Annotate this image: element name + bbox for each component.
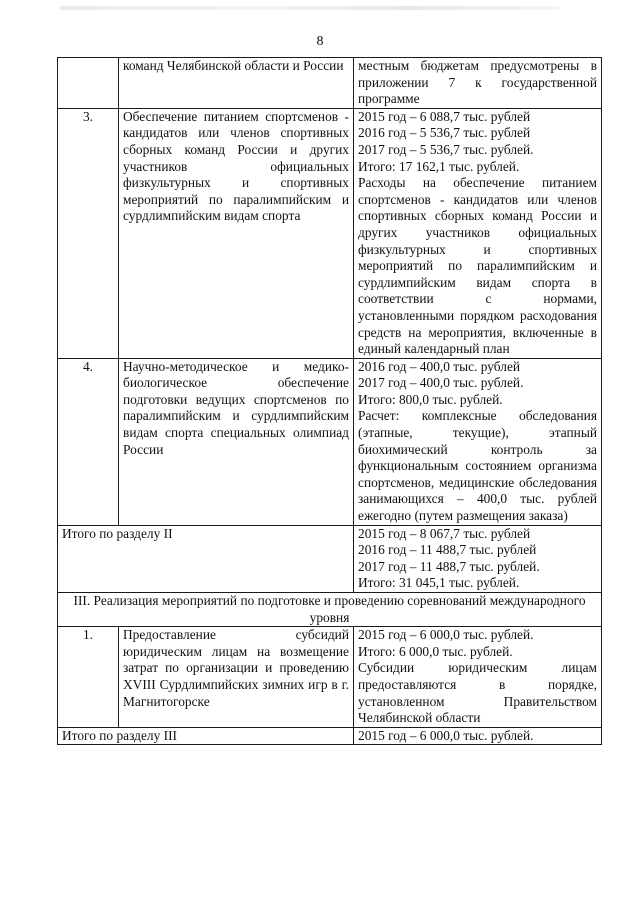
table-row [58,108,602,358]
section-header-row [58,593,602,627]
section-total-label: Итого по разделу III [58,727,354,745]
total-line: 2016 год – 11 488,7 тыс. рублей [358,542,537,558]
total-line: 2015 год – 6 000,0 тыс. рублей. [358,727,534,743]
table-row [58,58,602,109]
section-total-values [354,727,602,745]
funding-line: 2016 год – 5 536,7 тыс. рублей [358,125,531,141]
section-total-row [58,525,602,592]
funding-line: 2017 год – 400,0 тыс. рублей. [358,375,524,391]
program-activities-table [57,57,602,745]
activity-name: Научно-методическое и медико-биологическое обеспечение подготовки ведущих спортсменов по паралимпийским и сурдлимпийским видам спорта специальных олимпиад России [119,358,354,525]
funding-line: Итого: 17 162,1 тыс. рублей. [358,158,520,174]
funding-cell [354,58,602,109]
table-row [58,627,602,728]
activity-name: Обеспечение питанием спортсменов - кандидатов или членов спортивных сборных команд России и других участников официальных физкультурных и спортивных мероприятий по паралимпийским и сурдлимпийским видам спорта [119,108,354,358]
total-line: Итого: 31 045,1 тыс. рублей. [358,575,520,591]
page-number: 8 [316,34,324,49]
funding-cell [354,627,602,728]
funding-note: Расчет: комплексные обследования (этапные, текущие), этапный биохимический контроль за функциональным состоянием организма спортсменов, медицинские обследования занимающихся – 400,0 тыс. рублей ежегодно (путем размещения заказа) [358,408,597,524]
funding-cell [354,108,602,358]
funding-note: Расходы на обеспечение питанием спортсменов - кандидатов или членов спортивных сборных команд России и других участников официальных физкультурных и спортивных мероприятий по паралимпийским и сурдлимпийским видам спорта в соответствии с нормами, установленными порядком расходования средств на мероприятия, включенные в единый календарный план [358,175,597,357]
activity-name: Предоставление субсидий юридическим лицам на возмещение затрат по организации и проведению XVIII Сурдлимпийских зимних игр в г. Магнитогорске [119,627,354,728]
row-number: 4. [58,358,119,525]
table-row [58,358,602,525]
funding-line: 2017 год – 5 536,7 тыс. рублей. [358,141,534,157]
row-number: 1. [58,627,119,728]
section-total-row [58,727,602,745]
total-line: 2015 год – 8 067,7 тыс. рублей [358,525,531,541]
scan-artifact [60,6,560,10]
funding-line: Итого: 6 000,0 тыс. рублей. [358,643,513,659]
activity-name: команд Челябинской области и России [119,58,354,109]
funding-line: Итого: 800,0 тыс. рублей. [358,391,503,407]
funding-cell [354,358,602,525]
funding-line: местным бюджетам предусмотрены в приложении 7 к государственной программе [358,58,597,107]
total-line: 2017 год – 11 488,7 тыс. рублей. [358,558,540,574]
funding-line: 2015 год – 6 000,0 тыс. рублей. [358,627,534,643]
funding-note: Субсидии юридическим лицам предоставляются в порядке, установленном Правительством Челябинской области [358,660,597,726]
row-number: 3. [58,108,119,358]
section-header: III. Реализация мероприятий по подготовке и проведению соревнований международного уровня [58,593,602,627]
section-total-label: Итого по разделу II [58,525,354,592]
row-number [58,58,119,109]
funding-line: 2016 год – 400,0 тыс. рублей [358,358,521,374]
funding-line: 2015 год – 6 088,7 тыс. рублей [358,108,531,124]
section-total-values [354,525,602,592]
